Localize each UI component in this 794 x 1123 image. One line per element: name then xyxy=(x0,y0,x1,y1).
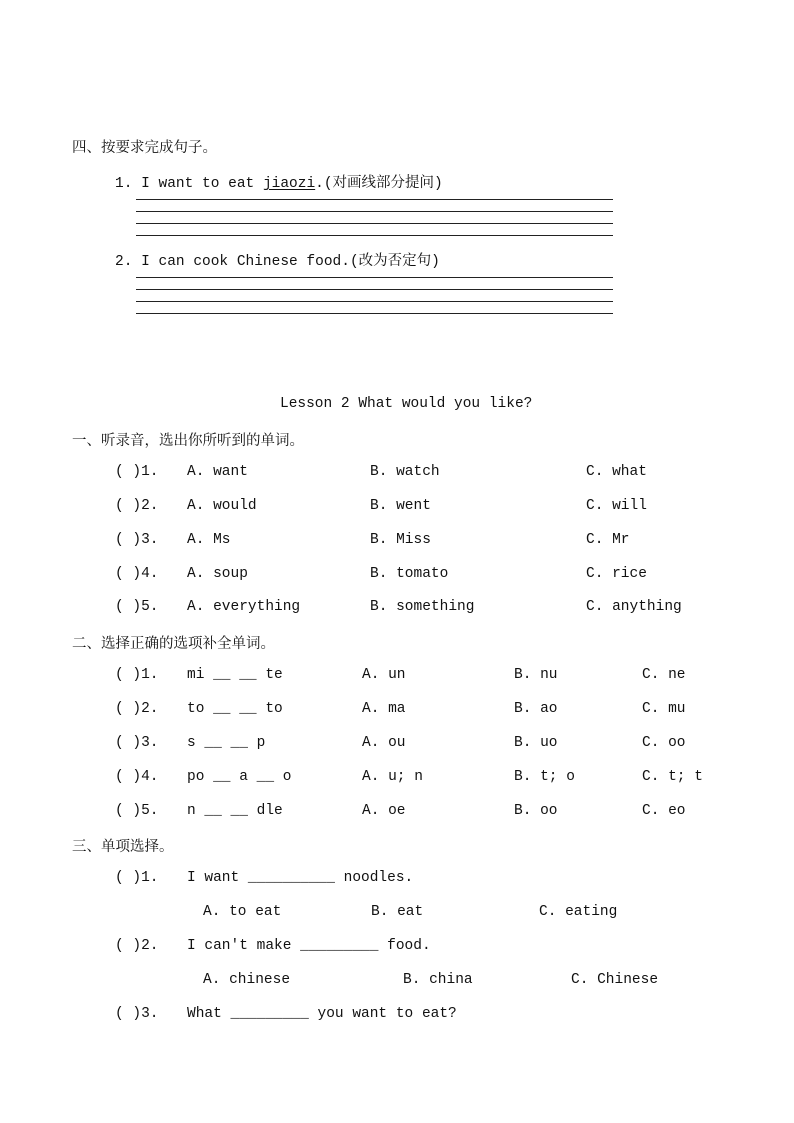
section4-question-2 xyxy=(115,249,440,270)
answer-line[interactable] xyxy=(136,313,613,314)
option-b: B. uo xyxy=(514,735,558,751)
answer-blank[interactable]: ( )2. xyxy=(115,938,159,954)
option-b: B. nu xyxy=(514,667,558,683)
answer-blank[interactable]: ( )5. xyxy=(115,803,159,819)
option-b: B. tomato xyxy=(370,566,449,582)
option-b: B. something xyxy=(370,599,475,615)
word-with-gaps: s __ __ p xyxy=(187,735,266,751)
partC-heading: 三、单项选择。 xyxy=(72,839,174,855)
question-text-pre: I want to eat xyxy=(141,176,263,192)
question-number: 1. xyxy=(115,176,133,192)
answer-blank[interactable]: ( )3. xyxy=(115,735,159,751)
section4-question-1 xyxy=(115,171,443,192)
answer-blank[interactable]: ( )4. xyxy=(115,566,159,582)
answer-blank[interactable]: ( )1. xyxy=(115,464,159,480)
answer-line[interactable] xyxy=(136,223,613,224)
question-text: I can't make _________ food. xyxy=(187,938,431,954)
answer-line[interactable] xyxy=(136,301,613,302)
word-with-gaps: n __ __ dle xyxy=(187,803,283,819)
answer-blank[interactable]: ( )2. xyxy=(115,701,159,717)
option-a: A. soup xyxy=(187,566,248,582)
question-text: What _________ you want to eat? xyxy=(187,1006,457,1022)
word-with-gaps: po __ a __ o xyxy=(187,769,292,785)
option-a: A. u; n xyxy=(362,769,423,785)
option-a: A. ma xyxy=(362,701,406,717)
option-a: A. chinese xyxy=(203,972,291,988)
question-text: I can cook Chinese food.(改为否定句) xyxy=(141,254,440,270)
answer-blank[interactable]: ( )1. xyxy=(115,667,159,683)
answer-blank[interactable]: ( )3. xyxy=(115,532,159,548)
option-b: B. watch xyxy=(370,464,440,480)
option-a: A. to eat xyxy=(203,904,282,920)
section4-heading: 四、按要求完成句子。 xyxy=(72,140,217,156)
option-c: C. oo xyxy=(642,735,686,751)
option-c: C. eating xyxy=(539,904,618,920)
option-c: C. Mr xyxy=(586,532,630,548)
word-with-gaps: to __ __ to xyxy=(187,701,283,717)
answer-blank[interactable]: ( )2. xyxy=(115,498,159,514)
answer-blank[interactable]: ( )1. xyxy=(115,870,159,886)
option-c: C. ne xyxy=(642,667,686,683)
option-a: A. un xyxy=(362,667,406,683)
option-c: C. will xyxy=(586,498,647,514)
option-c: C. Chinese xyxy=(571,972,659,988)
answer-blank[interactable]: ( )5. xyxy=(115,599,159,615)
option-b: B. t; o xyxy=(514,769,575,785)
question-number: 2. xyxy=(115,254,133,270)
answer-line[interactable] xyxy=(136,211,613,212)
option-a: A. everything xyxy=(187,599,301,615)
answer-blank[interactable]: ( )3. xyxy=(115,1006,159,1022)
option-c: C. rice xyxy=(586,566,647,582)
option-c: C. eo xyxy=(642,803,686,819)
lesson-title: Lesson 2 What would you like? xyxy=(280,396,533,412)
partB-heading: 二、选择正确的选项补全单词。 xyxy=(72,636,275,652)
option-b: B. oo xyxy=(514,803,558,819)
option-b: B. eat xyxy=(371,904,424,920)
option-b: B. Miss xyxy=(370,532,431,548)
option-c: C. anything xyxy=(586,599,682,615)
option-a: A. oe xyxy=(362,803,406,819)
answer-line[interactable] xyxy=(136,199,613,200)
option-b: B. went xyxy=(370,498,431,514)
question-text: I want __________ noodles. xyxy=(187,870,414,886)
question-text-post: .(对画线部分提问) xyxy=(315,176,443,192)
option-a: A. would xyxy=(187,498,257,514)
option-c: C. mu xyxy=(642,701,686,717)
option-c: C. what xyxy=(586,464,647,480)
option-a: A. want xyxy=(187,464,248,480)
option-a: A. Ms xyxy=(187,532,231,548)
answer-line[interactable] xyxy=(136,289,613,290)
option-c: C. t; t xyxy=(642,769,703,785)
underlined-word: jiaozi xyxy=(262,176,316,192)
option-b: B. ao xyxy=(514,701,558,717)
answer-blank[interactable]: ( )4. xyxy=(115,769,159,785)
option-b: B. china xyxy=(403,972,473,988)
answer-line[interactable] xyxy=(136,235,613,236)
option-a: A. ou xyxy=(362,735,406,751)
partA-heading: 一、听录音，选出你所听到的单词。 xyxy=(72,433,304,449)
answer-line[interactable] xyxy=(136,277,613,278)
word-with-gaps: mi __ __ te xyxy=(187,667,283,683)
